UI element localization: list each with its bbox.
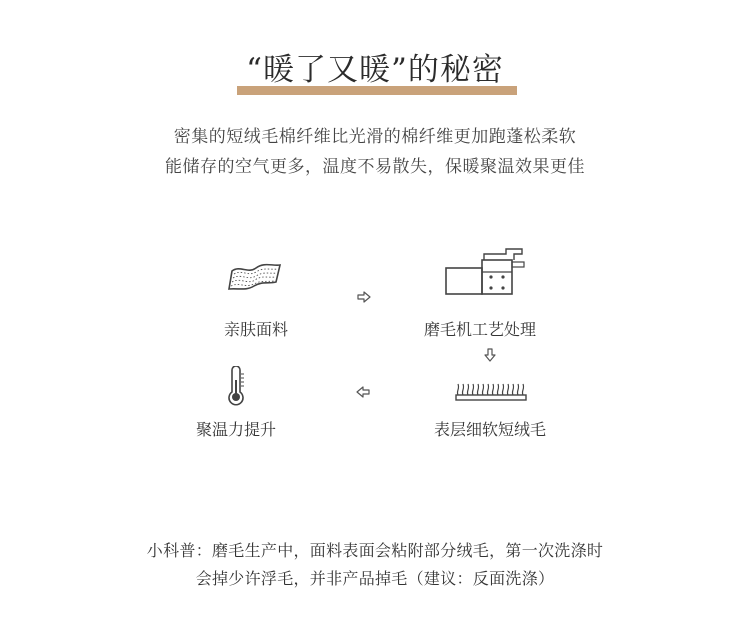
description-line-1: 密集的短绒毛棉纤维比光滑的棉纤维更加跑蓬松柔软 <box>173 127 577 147</box>
title-wrap <box>0 48 750 92</box>
description-line-2: 能储存的空气更多，温度不易散失，保暖聚温效果更佳 <box>165 157 585 177</box>
page-title: “暖了又暖”的秘密 <box>246 52 504 88</box>
fabric-icon <box>226 262 284 292</box>
step-label-brushing-machine: 磨毛机工艺处理 <box>423 320 537 339</box>
fleece-icon <box>455 382 527 402</box>
step-label-fleece: 表层细软短绒毛 <box>433 420 547 439</box>
thermometer-icon <box>226 366 246 406</box>
arrow-down-icon <box>484 348 496 362</box>
note-line-2: 会掉少许浮毛，并非产品掉毛（建议：反面洗涤） <box>195 569 555 588</box>
brushing-machine-icon <box>444 246 528 298</box>
step-label-thermometer: 聚温力提升 <box>195 420 277 439</box>
arrow-left-icon <box>356 386 370 398</box>
arrow-right-icon <box>357 291 371 303</box>
step-label-fabric: 亲肤面料 <box>223 320 289 339</box>
note-line-1: 小科普：磨毛生产中，面料表面会粘附部分绒毛，第一次洗涤时 <box>146 541 604 560</box>
